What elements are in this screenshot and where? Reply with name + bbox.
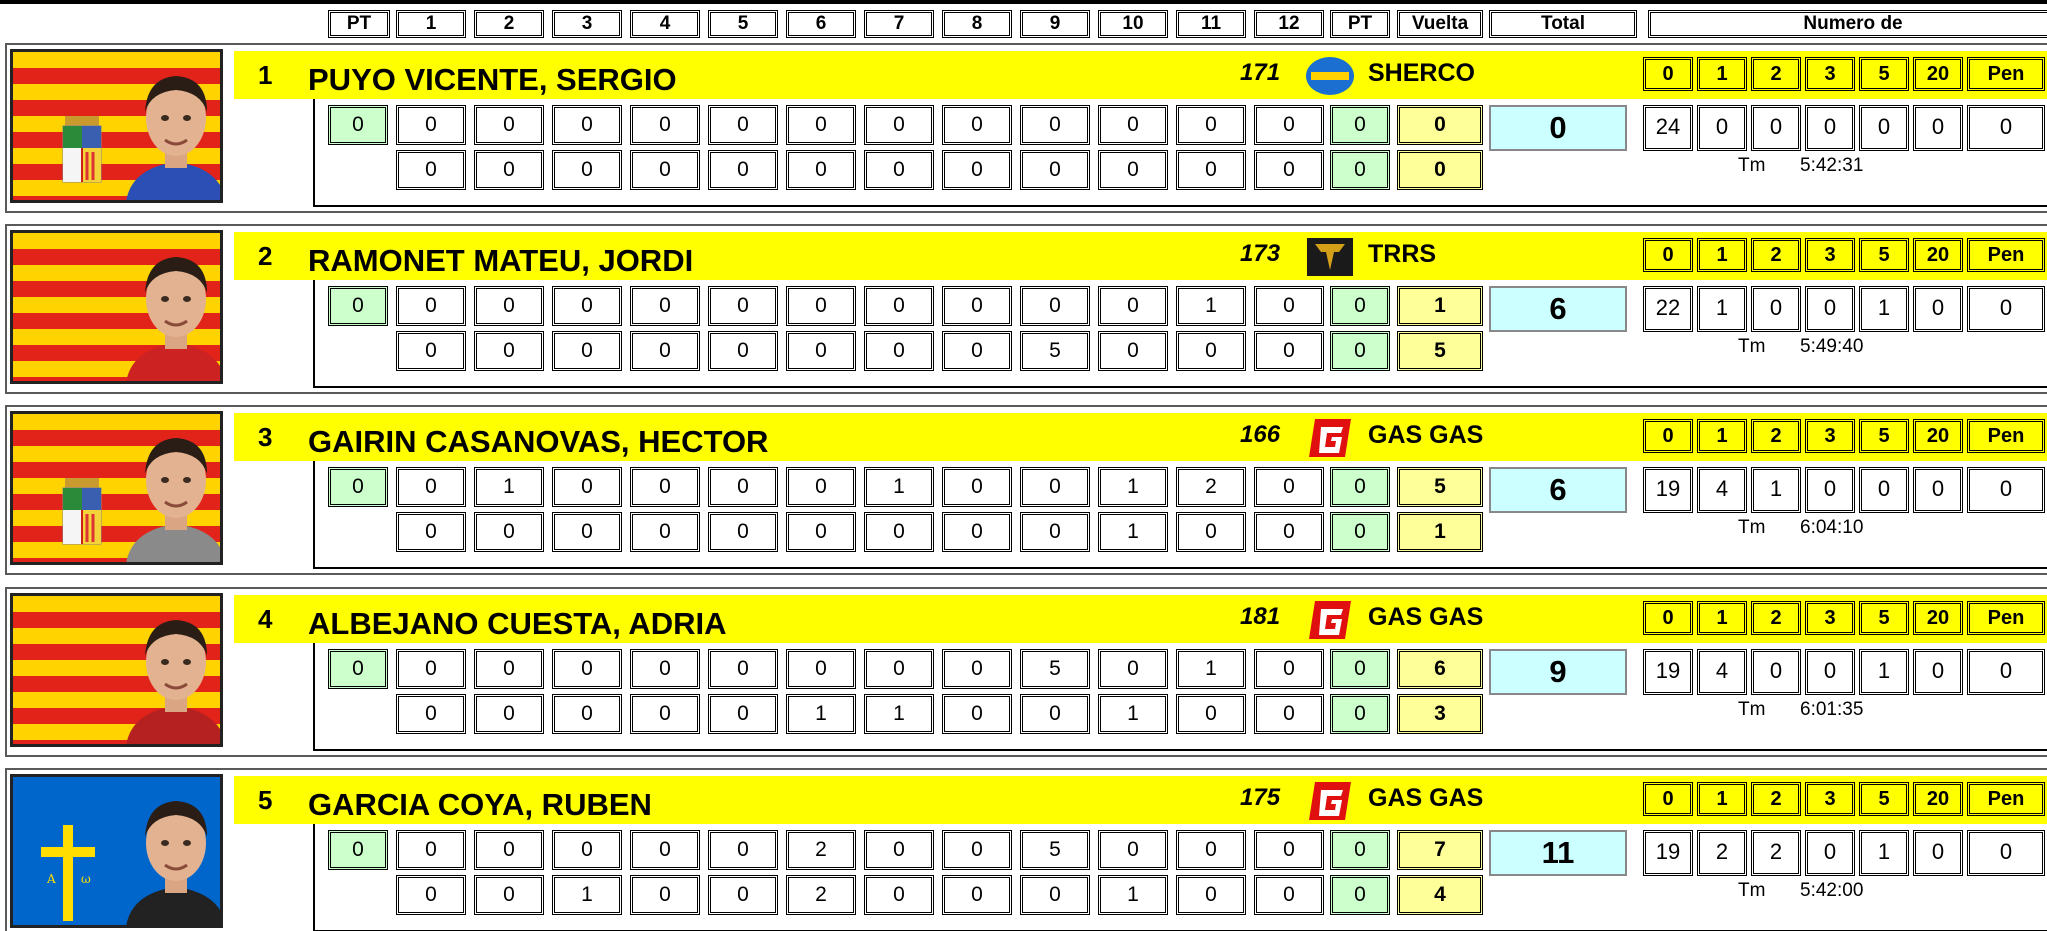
zone-score-lap1: 0	[396, 286, 466, 326]
zone-score-lap1: 1	[1176, 649, 1246, 689]
zone-score-lap1: 0	[864, 105, 934, 145]
zone-score-lap1: 0	[1254, 105, 1324, 145]
rider-photo	[121, 241, 223, 383]
zone-score-lap1: 0	[630, 286, 700, 326]
count-header-6: Pen	[1967, 238, 2045, 272]
zone-score-lap2: 0	[630, 331, 700, 371]
zone-score-lap1: 0	[1254, 649, 1324, 689]
header-col-15: Total	[1489, 10, 1637, 38]
zone-score-lap2: 0	[942, 694, 1012, 734]
count-header-2: 2	[1751, 601, 1801, 635]
pt-end-cell-lap2: 0	[1330, 875, 1390, 915]
count-value-0: 24	[1643, 105, 1693, 151]
zone-score-lap1: 5	[1020, 649, 1090, 689]
count-header-6: Pen	[1967, 601, 2045, 635]
zone-score-lap2: 0	[786, 331, 856, 371]
pt-start-cell: 0	[328, 105, 388, 145]
count-value-5: 0	[1913, 105, 1963, 151]
count-header-5: 20	[1913, 419, 1963, 453]
zone-score-lap1: 1	[1098, 467, 1168, 507]
zone-score-lap2: 1	[864, 694, 934, 734]
count-header-3: 3	[1805, 57, 1855, 91]
zone-score-lap1: 0	[1176, 105, 1246, 145]
rider-bib: 171	[1240, 59, 1281, 86]
count-header-2: 2	[1751, 57, 1801, 91]
rider-total: 11	[1489, 830, 1627, 876]
aragon-flag	[10, 49, 223, 203]
count-value-4: 1	[1859, 649, 1909, 695]
rider-total: 0	[1489, 105, 1627, 151]
count-header-4: 5	[1859, 601, 1909, 635]
zone-score-lap2: 0	[1254, 150, 1324, 190]
zone-score-lap2: 0	[1176, 150, 1246, 190]
zone-score-lap2: 0	[786, 150, 856, 190]
count-value-6: 0	[1967, 467, 2045, 513]
pt-end-cell-lap1: 0	[1330, 830, 1390, 870]
zone-score-lap2: 0	[942, 150, 1012, 190]
count-value-1: 4	[1697, 649, 1747, 695]
rider-bib: 175	[1240, 784, 1281, 811]
count-header-2: 2	[1751, 238, 1801, 272]
aragon-flag	[10, 411, 223, 565]
count-header-0: 0	[1643, 419, 1693, 453]
zone-score-lap1: 0	[474, 649, 544, 689]
count-header-4: 5	[1859, 782, 1909, 816]
rider-name: GARCIA COYA, RUBEN	[308, 787, 652, 822]
zone-score-lap2: 0	[552, 331, 622, 371]
zone-score-lap1: 0	[1020, 105, 1090, 145]
count-value-6: 0	[1967, 286, 2045, 332]
count-header-4: 5	[1859, 419, 1909, 453]
zone-score-lap2: 1	[1098, 694, 1168, 734]
bike-make: GAS GAS	[1368, 784, 1484, 812]
count-header-6: Pen	[1967, 782, 2045, 816]
zone-score-lap2: 0	[474, 875, 544, 915]
header-col-9: 9	[1020, 10, 1090, 38]
header-col-6: 6	[786, 10, 856, 38]
zone-score-lap2: 0	[396, 150, 466, 190]
count-value-1: 4	[1697, 467, 1747, 513]
count-value-6: 0	[1967, 105, 2045, 151]
rider-total: 6	[1489, 467, 1627, 513]
bike-make: SHERCO	[1368, 59, 1475, 87]
rider-bib: 173	[1240, 240, 1281, 267]
count-value-4: 1	[1859, 286, 1909, 332]
lap-total-1: 0	[1397, 105, 1483, 145]
zone-score-lap1: 2	[786, 830, 856, 870]
trrs-logo-icon	[1305, 236, 1355, 278]
zone-score-lap1: 0	[942, 105, 1012, 145]
count-header-1: 1	[1697, 238, 1747, 272]
zone-score-lap2: 0	[1254, 331, 1324, 371]
rider-total: 9	[1489, 649, 1627, 695]
zone-score-lap2: 0	[864, 875, 934, 915]
pt-start-cell: 0	[328, 830, 388, 870]
zone-score-lap2: 0	[552, 150, 622, 190]
header-col-4: 4	[630, 10, 700, 38]
pt-end-cell-lap1: 0	[1330, 467, 1390, 507]
zone-score-lap2: 0	[1254, 694, 1324, 734]
zone-score-lap1: 0	[786, 286, 856, 326]
rider-name: PUYO VICENTE, SERGIO	[308, 62, 677, 97]
time-label: Tm	[1738, 517, 1766, 538]
zone-score-lap1: 0	[474, 105, 544, 145]
pt-end-cell-lap1: 0	[1330, 649, 1390, 689]
time-value: 5:49:40	[1800, 336, 1864, 357]
zone-score-lap2: 1	[786, 694, 856, 734]
rider-row	[0, 224, 2047, 394]
lap-total-2: 1	[1397, 512, 1483, 552]
header-col-12: 12	[1254, 10, 1324, 38]
header-col-14: Vuelta	[1397, 10, 1483, 38]
zone-score-lap1: 0	[708, 105, 778, 145]
asturias-flag	[10, 774, 223, 928]
time-label: Tm	[1738, 155, 1766, 176]
count-value-4: 0	[1859, 105, 1909, 151]
coat-of-arms-icon	[59, 112, 105, 186]
zone-score-lap1: 0	[396, 467, 466, 507]
count-header-0: 0	[1643, 601, 1693, 635]
lap-total-2: 5	[1397, 331, 1483, 371]
count-header-5: 20	[1913, 57, 1963, 91]
count-header-5: 20	[1913, 782, 1963, 816]
count-value-4: 0	[1859, 467, 1909, 513]
zone-score-lap2: 0	[1020, 875, 1090, 915]
time-value: 5:42:00	[1800, 880, 1864, 901]
zone-score-lap1: 0	[786, 649, 856, 689]
header-col-8: 8	[942, 10, 1012, 38]
count-value-5: 0	[1913, 286, 1963, 332]
rider-position: 2	[258, 241, 273, 271]
zone-score-lap1: 1	[864, 467, 934, 507]
lap-total-1: 7	[1397, 830, 1483, 870]
pt-end-cell-lap2: 0	[1330, 694, 1390, 734]
zone-score-lap1: 0	[708, 830, 778, 870]
rider-row	[0, 43, 2047, 213]
header-col-3: 3	[552, 10, 622, 38]
count-value-3: 0	[1805, 830, 1855, 876]
count-value-2: 0	[1751, 286, 1801, 332]
rider-bib: 166	[1240, 421, 1281, 448]
rider-row	[0, 405, 2047, 575]
zone-score-lap1: 2	[1176, 467, 1246, 507]
pt-end-cell-lap2: 0	[1330, 150, 1390, 190]
count-header-2: 2	[1751, 419, 1801, 453]
header-col-16: Numero de	[1648, 10, 2047, 38]
zone-score-lap2: 0	[1176, 875, 1246, 915]
zone-score-lap2: 0	[396, 331, 466, 371]
time-value: 5:42:31	[1800, 155, 1864, 176]
pt-end-cell-lap2: 0	[1330, 512, 1390, 552]
header-col-1: 1	[396, 10, 466, 38]
rider-photo	[121, 60, 223, 202]
zone-score-lap1: 0	[396, 649, 466, 689]
zone-score-lap1: 0	[942, 286, 1012, 326]
zone-score-lap2: 0	[1254, 512, 1324, 552]
zone-score-lap1: 0	[630, 830, 700, 870]
count-value-0: 19	[1643, 830, 1693, 876]
zone-score-lap2: 0	[1020, 512, 1090, 552]
rider-name: GAIRIN CASANOVAS, HECTOR	[308, 424, 769, 459]
svg-text:ω: ω	[81, 872, 91, 886]
zone-score-lap1: 0	[1020, 467, 1090, 507]
zone-score-lap2: 0	[786, 512, 856, 552]
zone-score-lap2: 0	[474, 694, 544, 734]
pt-start-cell: 0	[328, 467, 388, 507]
lap-total-2: 3	[1397, 694, 1483, 734]
gasgas-logo-icon	[1305, 417, 1355, 459]
header-col-5: 5	[708, 10, 778, 38]
count-header-6: Pen	[1967, 57, 2045, 91]
time-value: 6:01:35	[1800, 699, 1864, 720]
count-value-3: 0	[1805, 286, 1855, 332]
zone-score-lap2: 0	[1020, 150, 1090, 190]
count-value-3: 0	[1805, 105, 1855, 151]
count-value-6: 0	[1967, 649, 2045, 695]
zone-score-lap1: 0	[1254, 830, 1324, 870]
zone-score-lap1: 0	[474, 830, 544, 870]
zone-score-lap1: 0	[630, 649, 700, 689]
count-value-5: 0	[1913, 649, 1963, 695]
header-col-7: 7	[864, 10, 934, 38]
zone-score-lap1: 0	[1098, 105, 1168, 145]
zone-score-lap1: 1	[474, 467, 544, 507]
bike-make: GAS GAS	[1368, 603, 1484, 631]
zone-score-lap1: 0	[1254, 286, 1324, 326]
count-header-0: 0	[1643, 782, 1693, 816]
count-value-0: 19	[1643, 467, 1693, 513]
zone-score-lap1: 0	[552, 649, 622, 689]
pt-start-cell: 0	[328, 286, 388, 326]
zone-score-lap2: 0	[552, 512, 622, 552]
count-header-0: 0	[1643, 238, 1693, 272]
pt-end-cell-lap1: 0	[1330, 105, 1390, 145]
zone-score-lap1: 0	[1020, 286, 1090, 326]
zone-score-lap2: 0	[1020, 694, 1090, 734]
lap-total-2: 0	[1397, 150, 1483, 190]
zone-score-lap1: 0	[708, 649, 778, 689]
zone-score-lap1: 0	[1254, 467, 1324, 507]
zone-score-lap2: 0	[396, 875, 466, 915]
svg-text:A: A	[47, 872, 56, 886]
time-value: 6:04:10	[1800, 517, 1864, 538]
zone-score-lap2: 0	[630, 512, 700, 552]
zone-score-lap2: 0	[942, 512, 1012, 552]
rider-row	[0, 587, 2047, 757]
zone-score-lap2: 0	[474, 331, 544, 371]
zone-score-lap1: 0	[396, 830, 466, 870]
zone-score-lap1: 0	[630, 467, 700, 507]
rider-position: 5	[258, 785, 273, 815]
zone-score-lap2: 0	[552, 694, 622, 734]
zone-score-lap1: 1	[1176, 286, 1246, 326]
zone-score-lap2: 0	[708, 512, 778, 552]
count-header-2: 2	[1751, 782, 1801, 816]
zone-score-lap1: 0	[396, 105, 466, 145]
count-value-4: 1	[1859, 830, 1909, 876]
count-value-5: 0	[1913, 830, 1963, 876]
zone-score-lap2: 0	[708, 875, 778, 915]
count-header-1: 1	[1697, 57, 1747, 91]
lap-total-2: 4	[1397, 875, 1483, 915]
zone-score-lap2: 1	[1098, 512, 1168, 552]
zone-score-lap2: 0	[708, 331, 778, 371]
catalonia-flag	[10, 593, 223, 747]
count-header-0: 0	[1643, 57, 1693, 91]
victory-cross-icon	[33, 817, 103, 927]
count-value-1: 2	[1697, 830, 1747, 876]
rider-row	[0, 768, 2047, 931]
coat-of-arms-icon	[59, 474, 105, 548]
count-value-2: 0	[1751, 105, 1801, 151]
time-label: Tm	[1738, 336, 1766, 357]
header-col-2: 2	[474, 10, 544, 38]
count-header-6: Pen	[1967, 419, 2045, 453]
count-value-2: 0	[1751, 649, 1801, 695]
rider-name: RAMONET MATEU, JORDI	[308, 243, 694, 278]
rider-photo	[121, 604, 223, 746]
count-header-4: 5	[1859, 238, 1909, 272]
count-header-1: 1	[1697, 419, 1747, 453]
zone-score-lap2: 0	[1098, 331, 1168, 371]
count-header-3: 3	[1805, 419, 1855, 453]
zone-score-lap2: 0	[864, 331, 934, 371]
pt-end-cell-lap2: 0	[1330, 331, 1390, 371]
count-header-1: 1	[1697, 601, 1747, 635]
zone-score-lap1: 0	[1176, 830, 1246, 870]
count-header-5: 20	[1913, 601, 1963, 635]
rider-total: 6	[1489, 286, 1627, 332]
zone-score-lap1: 0	[864, 830, 934, 870]
bike-make: GAS GAS	[1368, 421, 1484, 449]
zone-score-lap1: 0	[786, 105, 856, 145]
lap-total-1: 5	[1397, 467, 1483, 507]
count-value-0: 22	[1643, 286, 1693, 332]
zone-score-lap2: 0	[864, 150, 934, 190]
gasgas-logo-icon	[1305, 599, 1355, 641]
zone-score-lap2: 0	[1176, 331, 1246, 371]
count-value-0: 19	[1643, 649, 1693, 695]
lap-total-1: 1	[1397, 286, 1483, 326]
zone-score-lap2: 0	[1176, 512, 1246, 552]
zone-score-lap1: 0	[942, 830, 1012, 870]
pt-end-cell-lap1: 0	[1330, 286, 1390, 326]
zone-score-lap2: 0	[630, 150, 700, 190]
zone-score-lap1: 0	[786, 467, 856, 507]
zone-score-lap1: 0	[552, 467, 622, 507]
count-value-1: 0	[1697, 105, 1747, 151]
zone-score-lap2: 0	[396, 512, 466, 552]
count-value-5: 0	[1913, 467, 1963, 513]
rider-position: 1	[258, 60, 273, 90]
rider-photo	[121, 785, 223, 927]
catalonia-flag	[10, 230, 223, 384]
zone-score-lap2: 0	[630, 694, 700, 734]
zone-score-lap2: 0	[396, 694, 466, 734]
count-header-1: 1	[1697, 782, 1747, 816]
gasgas-logo-icon	[1305, 780, 1355, 822]
count-value-3: 0	[1805, 467, 1855, 513]
zone-score-lap2: 0	[942, 331, 1012, 371]
sherco-logo-icon	[1305, 55, 1355, 97]
zone-score-lap1: 0	[864, 649, 934, 689]
zone-score-lap2: 0	[474, 150, 544, 190]
zone-score-lap1: 0	[552, 286, 622, 326]
zone-score-lap1: 5	[1020, 830, 1090, 870]
zone-score-lap1: 0	[552, 105, 622, 145]
zone-score-lap2: 0	[942, 875, 1012, 915]
zone-score-lap2: 1	[552, 875, 622, 915]
zone-score-lap1: 0	[708, 467, 778, 507]
time-label: Tm	[1738, 699, 1766, 720]
count-header-3: 3	[1805, 601, 1855, 635]
zone-score-lap2: 0	[474, 512, 544, 552]
count-header-3: 3	[1805, 782, 1855, 816]
zone-score-lap2: 0	[1176, 694, 1246, 734]
rider-position: 3	[258, 422, 273, 452]
zone-score-lap2: 1	[1098, 875, 1168, 915]
zone-score-lap1: 0	[1098, 830, 1168, 870]
zone-score-lap1: 0	[942, 467, 1012, 507]
count-header-5: 20	[1913, 238, 1963, 272]
header-col-0: PT	[328, 10, 390, 38]
zone-score-lap2: 2	[786, 875, 856, 915]
zone-score-lap1: 0	[474, 286, 544, 326]
bike-make: TRRS	[1368, 240, 1437, 268]
zone-score-lap1: 0	[864, 286, 934, 326]
rider-bib: 181	[1240, 603, 1281, 630]
header-col-10: 10	[1098, 10, 1168, 38]
zone-score-lap1: 0	[1098, 649, 1168, 689]
zone-score-lap1: 0	[552, 830, 622, 870]
top-rule	[0, 0, 2047, 4]
zone-score-lap1: 0	[630, 105, 700, 145]
header-col-11: 11	[1176, 10, 1246, 38]
rider-position: 4	[258, 604, 273, 634]
count-value-6: 0	[1967, 830, 2045, 876]
zone-score-lap2: 0	[630, 875, 700, 915]
pt-start-cell: 0	[328, 649, 388, 689]
count-header-3: 3	[1805, 238, 1855, 272]
count-value-2: 1	[1751, 467, 1801, 513]
count-value-3: 0	[1805, 649, 1855, 695]
rider-name: ALBEJANO CUESTA, ADRIA	[308, 606, 727, 641]
zone-score-lap2: 0	[864, 512, 934, 552]
zone-score-lap2: 0	[708, 694, 778, 734]
count-value-2: 2	[1751, 830, 1801, 876]
rider-photo	[121, 422, 223, 564]
count-value-1: 1	[1697, 286, 1747, 332]
zone-score-lap1: 0	[942, 649, 1012, 689]
header-col-13: PT	[1330, 10, 1390, 38]
zone-score-lap1: 0	[708, 286, 778, 326]
zone-score-lap2: 0	[1254, 875, 1324, 915]
zone-score-lap1: 0	[1098, 286, 1168, 326]
zone-score-lap2: 0	[1098, 150, 1168, 190]
count-header-4: 5	[1859, 57, 1909, 91]
lap-total-1: 6	[1397, 649, 1483, 689]
zone-score-lap2: 0	[708, 150, 778, 190]
time-label: Tm	[1738, 880, 1766, 901]
zone-score-lap2: 5	[1020, 331, 1090, 371]
